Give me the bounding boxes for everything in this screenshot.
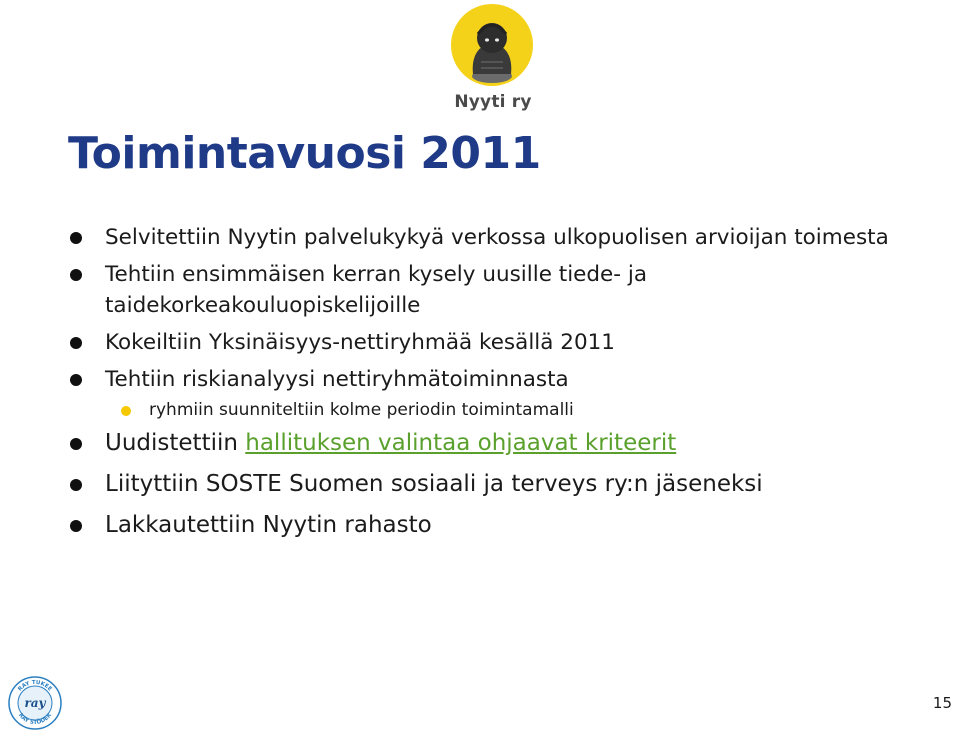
sub-bullet-list bbox=[70, 397, 930, 423]
bullet-item bbox=[70, 509, 930, 541]
svg-text:RAY TUKEE: RAY TUKEE bbox=[17, 679, 53, 693]
bullet-dot-icon bbox=[70, 269, 82, 281]
bullet-dot-icon bbox=[70, 232, 82, 244]
bullet-text: Lakkautettiin Nyytin rahasto bbox=[105, 512, 432, 538]
bullet-dot-icon bbox=[70, 479, 82, 491]
svg-text:RAY STÖDER: RAY STÖDER bbox=[17, 712, 53, 727]
bullet-prefix-text: Uudistettiin bbox=[105, 430, 246, 456]
slide-title: Toimintavuosi 2011 bbox=[68, 128, 541, 179]
bullet-text: Tehtiin riskianalyysi nettiryhmätoiminnasta bbox=[105, 367, 569, 392]
bullet-dot-icon bbox=[70, 520, 82, 532]
bullet-text: Tehtiin ensimmäisen kerran kysely uusille tiede- ja taidekorkeakouluopiskelijoille bbox=[105, 262, 648, 318]
criteria-link[interactable]: hallituksen valintaa ohjaavat kriteerit bbox=[245, 430, 677, 456]
bullet-item bbox=[70, 222, 930, 253]
logo-yellow-circle bbox=[451, 4, 533, 86]
bullet-dot-icon bbox=[70, 374, 82, 386]
bullet-dot-icon bbox=[70, 438, 82, 450]
bullet-item bbox=[70, 364, 930, 395]
bullet-text: Kokeiltiin Yksinäisyys-nettiryhmää kesällä 2011 bbox=[105, 330, 615, 355]
logo-text: Nyyti ry bbox=[454, 92, 532, 112]
bullet-item bbox=[70, 259, 930, 321]
sub-bullet-item bbox=[70, 397, 930, 423]
bullet-item bbox=[70, 327, 930, 358]
nyyti-logo bbox=[447, 4, 539, 116]
figure-illustration-icon bbox=[451, 4, 533, 86]
bullet-dot-icon bbox=[70, 337, 82, 349]
sub-bullet-text: ryhmiin suunniteltiin kolme periodin toimintamalli bbox=[149, 400, 574, 420]
ray-seal-icon bbox=[8, 676, 62, 730]
sub-bullet-dot-icon bbox=[121, 406, 131, 416]
bullet-text: Liityttiin SOSTE Suomen sosiaali ja terveys ry:n jäseneksi bbox=[105, 471, 763, 497]
page-number: 15 bbox=[932, 694, 952, 712]
svg-text:ray: ray bbox=[24, 696, 46, 710]
bullet-list bbox=[70, 222, 930, 550]
bullet-text: Selvitettiin Nyytin palvelukykyä verkossa ulkopuolisen arvioijan toimesta bbox=[105, 225, 889, 250]
bullet-item bbox=[70, 468, 930, 500]
ray-logo bbox=[8, 676, 62, 730]
bullet-item bbox=[70, 427, 930, 459]
